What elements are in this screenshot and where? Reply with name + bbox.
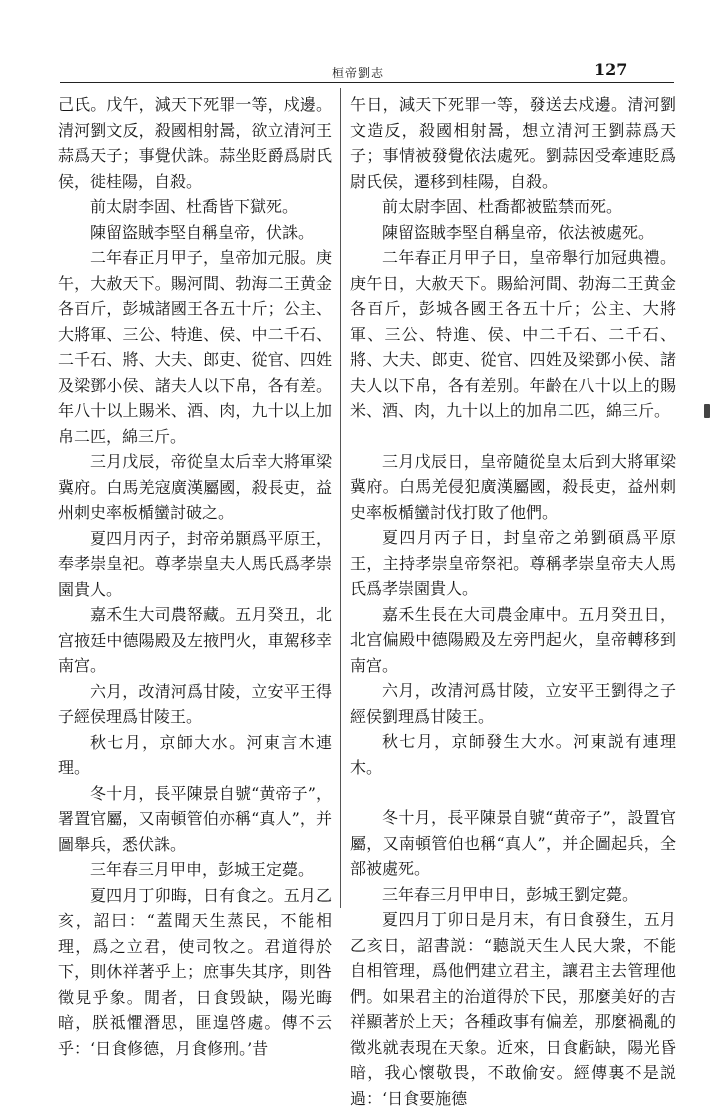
paragraph: 陳留盜賊李堅自稱皇帝，依法被處死。 [382,222,655,242]
paragraph: 三月戊辰日，皇帝隨從皇太后到大將軍梁冀府。白馬羌侵犯廣漢屬國，殺長吏，益州刺史率板楯蠻討伐打敗了他們。 [350,451,676,522]
paragraph: 三月戊辰，帝從皇太后幸大將軍梁冀府。白馬羌寇廣漢屬國，殺長吏，益州刺史率板楯蠻討破之。 [58,452,332,522]
translation-column [350,92,676,1111]
paragraph: 前太尉李固、杜喬皆下獄死。 [90,197,299,216]
header-rule [60,82,674,83]
paragraph: 夏四月丁卯日是月末，有日食發生，五月乙亥日，詔書説：“聽説天生人民大衆，不能自相管理，爲他們建立君主，讓君主去管理他們。如果君主的治道得於下民，那麼美好的吉祥顯著於上天；各種政事有偏差，那麼禍亂的徵兆就表現在天象。近來，日食虧缺，陽光昏暗，我心懷敬畏，不敢偷安。經傳裏不是説過：‘日食要施德 [350,910,676,1108]
paragraph-gap [350,780,676,805]
paragraph: 陳留盜賊李堅自稱皇帝，伏誅。 [90,222,315,242]
paragraph: 嘉禾生長在大司農金庫中。五月癸丑日，北宫偏殿中德陽殿及左旁門起火，皇帝轉移到南宫。 [350,604,676,675]
paragraph: 三年春三月甲申日，彭城王劉定薨。 [382,884,639,904]
paragraph: 秋七月，京師發生大水。河東説有連理木。 [350,732,676,777]
paragraph: 二年春正月甲子日，皇帝舉行加冠典禮。庚午日，大赦天下。賜給河間、勃海二王黄金各百斤，彭城各國王各五十斤；公主、大將軍、三公、特進、侯、中二千石、二千石、將、大夫、郎吏、從官、四姓及梁鄧小侯、諸夫人以下帛，各有差别。年齡在八十以上的賜米、酒、肉，九十以上的加帛二匹，綿三斤。 [350,248,676,420]
paragraph: 前太尉李固、杜喬都被監禁而死。 [382,197,623,216]
column-divider [340,88,341,908]
paragraph: 六月，改清河爲甘陵，立安平王得子經侯理爲甘陵王。 [58,681,332,726]
page-header [0,0,716,82]
paragraph: 三年春三月甲申，彭城王定薨。 [90,860,315,879]
paragraph: 午日，減天下死罪一等，發送去戍邊。清河劉文造反，殺國相射暠，想立清河王劉蒜爲天子；事情被發覺依法處死。劉蒜因受牽連貶爲尉氏侯，遷移到桂陽，自殺。 [350,95,676,191]
paragraph: 夏四月丙子，封帝弟顥爲平原王，奉孝崇皇祀。尊孝崇皇夫人馬氏爲孝崇園貴人。 [58,528,332,599]
paragraph: 嘉禾生大司農帑藏。五月癸丑，北宫掖廷中德陽殿及左掖門火，車駕移幸南宫。 [58,605,332,675]
paragraph: 夏四月丁卯晦，日有食之。五月乙亥，詔曰：“蓋聞天生蒸民，不能相理，爲之立君，使司牧之。君道得於下，則休祥著乎上；庶事失其序，則咎徵見乎象。閒者，日食毁缺，陽光晦暗，朕祗懼潛思，匪遑啓處。傳不云乎：‘日食修德，月食修刑。’昔 [58,885,332,1058]
paragraph: 二年春正月甲子，皇帝加元服。庚午，大赦天下。賜河間、勃海二王黄金各百斤，彭城諸國王各五十斤；公主、大將軍、三公、特進、侯、中二千石、二千石、將、大夫、郎吏、從官、四姓及梁鄧小侯、諸夫人以下帛，各有差。年八十以上賜米、酒、肉，九十以上加帛二匹，綿三斤。 [58,248,332,446]
paragraph: 己氏。戊午，減天下死罪一等，戍邊。清河劉文反，殺國相射暠，欲立清河王蒜爲天子；事覺伏誅。蒜坐貶爵爲尉氏侯，徙桂陽，自殺。 [58,95,332,191]
page-number: 127 [594,60,628,79]
paragraph: 冬十月，長平陳景自號“黄帝子”，設置官屬，又南頓管伯也稱“真人”，并企圖起兵，全部被處死。 [350,808,676,878]
paragraph: 秋七月，京師大水。河東言木連理。 [58,732,332,777]
paragraph: 夏四月丙子日，封皇帝之弟劉碩爲平原王，主持孝崇皇帝祭祀。尊稱孝崇皇帝夫人馬氏爲孝崇園貴人。 [350,528,676,598]
margin-mark [704,404,710,418]
running-title: 桓帝劉志 [331,66,384,80]
original-text-column [58,92,332,1061]
paragraph: 冬十月，長平陳景自號“黄帝子”，署置官屬，又南頓管伯亦稱“真人”，并圖舉兵，悉伏誅。 [58,783,332,854]
paragraph: 六月，改清河爲甘陵，立安平王劉得之子經侯劉理爲甘陵王。 [350,681,676,726]
paragraph-gap [350,424,676,449]
